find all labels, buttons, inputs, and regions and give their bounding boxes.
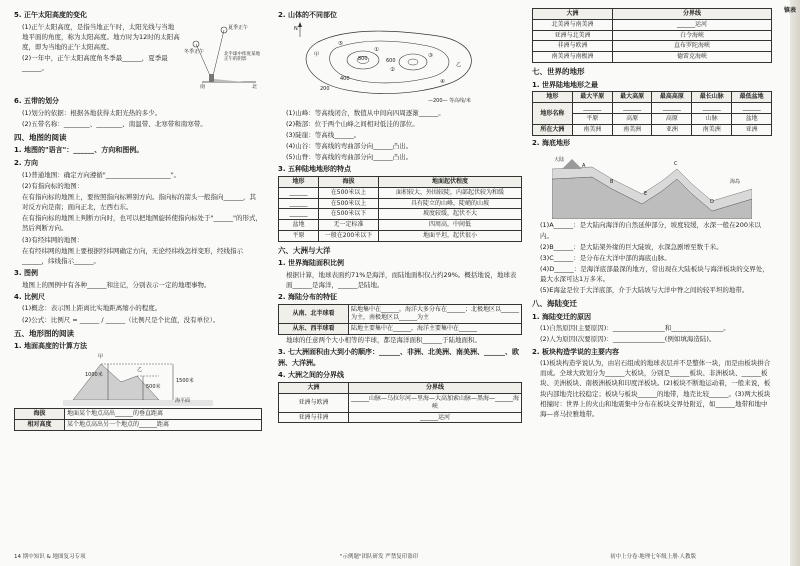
cell: 高原 (612, 114, 652, 125)
footer-right: 初中上分卷·地理七年级上册·人教版 (610, 554, 696, 561)
distribution-table (278, 304, 522, 334)
cell: 山脉 (692, 114, 732, 125)
s8-1-p1: (1)自然原因(主要原因)：________________和________________。 (540, 324, 730, 333)
table-header-row (533, 9, 772, 20)
table-row (533, 41, 772, 52)
table-row (279, 323, 522, 334)
contour-200: 200 (320, 85, 330, 92)
north-arrow-label: N (294, 25, 298, 32)
seafloor-b: B (610, 179, 614, 186)
th-landform: 地形 (279, 177, 319, 188)
alt-500: 500米 (146, 384, 161, 391)
landform-alt: 无一定标准 (319, 220, 379, 231)
cell: ______ (732, 103, 772, 114)
point-yi: 乙 (456, 61, 462, 68)
boundary-pair: 亚洲与北美洲 (533, 30, 613, 41)
sea-item-3: (3)C______：是分布在大洋中部的海底山脉。 (540, 253, 671, 262)
dist-val: 陆地主要集中在______，海洋主要集中在______ (349, 323, 522, 334)
cell: 南美洲 (612, 124, 652, 135)
winter-noon-label: 冬季正午 (184, 48, 205, 55)
table-row (279, 220, 522, 231)
cell: 亚洲 (732, 124, 772, 135)
column-right (532, 8, 772, 420)
s2-title: 2. 山体的不同部位 (278, 11, 337, 19)
boundary-line: ______运河 (613, 19, 772, 30)
s6-3-title: 3. 七大洲面积由大到小的顺序：______、非洲、北美洲、南美洲、______、欧洲、大洋洲。 (278, 347, 519, 367)
cell: 高原 (652, 114, 692, 125)
boundary-pair: 南美洲与南极洲 (533, 52, 613, 63)
alt-row-desc: 地面某个地点高出______的垂直距离 (65, 409, 262, 420)
s4-2-p5: (3)有经纬网的地图： (22, 235, 84, 244)
landform-name: ______ (279, 198, 319, 209)
s7-title: 七、世界的地形 (532, 66, 585, 76)
rel-row-name: 相对高度 (15, 419, 65, 430)
s4-4-p1: (1)概念：表示图上距离比实地距离缩小的程度。 (22, 304, 162, 313)
cell: 盆地 (732, 114, 772, 125)
sea-item-2: (2)B______：是大陆架外缘的巨大陡坡，水深急剧增至数千米。 (540, 242, 723, 251)
table-row (15, 409, 262, 420)
marker-5: ⑤ (338, 40, 343, 47)
table-header-row (279, 177, 522, 188)
s4-2-p6: 在有经纬网的地图上要根据经纬网确定方向，无论经纬线怎样变形，经线指示______，纬线指示______。 (22, 246, 243, 265)
table-row (533, 19, 772, 30)
column-left (14, 8, 262, 431)
boundary-table (278, 382, 522, 423)
landform-alt: 一般在200米以下 (319, 230, 379, 241)
sea-level-label: 海平面 (175, 398, 191, 405)
table-row (533, 52, 772, 63)
s8-2-title: 2. 板块构造学说的主要内容 (532, 347, 619, 356)
landform-name: ______ (279, 187, 319, 198)
s8-title: 八、海陆变迁 (532, 298, 577, 308)
cell: 平原 (572, 114, 612, 125)
point-jia: 甲 (98, 354, 104, 361)
landform-name: ______ (279, 209, 319, 220)
s6-1-p: 根据计算，地球表面约71%是海洋，而陆地面积仅占约29%。概括地说，地球表面______是海洋，______是陆地。 (286, 271, 517, 290)
rel-row-desc: 某个地点高出另一个地点的______距离 (65, 419, 262, 430)
boundary-line: 德雷克海峡 (613, 52, 772, 63)
continent-label: 大陆 (554, 157, 565, 164)
contour-600: 600 (386, 57, 396, 64)
altitude-table (14, 408, 262, 431)
marker-4: ④ (440, 78, 445, 85)
landform-name: 盆地 (279, 220, 319, 231)
boundary-line: ______运河 (349, 412, 522, 423)
s5-p1: (1)正午太阳高度，是指当地正午时，太阳光线与当地地平面的角度，称为太阳高度。地方时为12时的太阳高度，即为当地的正午太阳高度。 (22, 22, 180, 51)
table-row (533, 103, 772, 114)
footer-left: 14 期中知识 & 地图复习专项 (14, 554, 86, 561)
s8-1-title: 1. 海陆变迁的原因 (532, 312, 591, 321)
s4-2-title: 2. 方向 (14, 159, 38, 168)
th-col: 最大高原 (612, 92, 652, 103)
s6-p2: (2)五带名称：________、________、南温带、北寒带和南寒带。 (22, 119, 207, 128)
s7-2-title: 2. 海底地形 (532, 138, 570, 147)
table-row (279, 412, 522, 423)
th-col: 最高高原 (652, 92, 692, 103)
seafloor-diagram (552, 149, 752, 219)
row-head: 所在大洲 (533, 124, 573, 135)
marker-1: ① (374, 46, 379, 53)
cell: 南美洲 (692, 124, 732, 135)
th-col: 地形 (533, 92, 573, 103)
landform-alt: 在500米以上 (319, 198, 379, 209)
s7-1-title: 1. 世界陆地地形之最 (532, 80, 598, 89)
landform-desc: 坡度较缓，起伏不大 (379, 209, 522, 220)
altitude-figure (63, 354, 213, 406)
landform-name: 平原 (279, 230, 319, 241)
th-continent: 大洲 (279, 383, 349, 394)
row-head: 地形名称 (533, 103, 573, 125)
cell: 南美洲 (572, 124, 612, 135)
alt-row-name: 海拔 (15, 409, 65, 420)
landform-table (278, 176, 522, 242)
landform-desc: 地面平坦，起伏很小 (379, 230, 522, 241)
sea-item-5: (5)E海盆是位于大洋底部，介于大陆坡与大洋中脊之间的较平坦的地带。 (540, 285, 749, 294)
s4-title: 四、地图的阅读 (14, 132, 67, 142)
th-col: 最大平原 (572, 92, 612, 103)
mountain-item-4: (4)山谷：等高线的弯曲部分向______凸出。 (286, 142, 413, 151)
s4-3-p1: 地图上的图例中有各种______和注记，分别表示一定的地理事物。 (22, 280, 211, 289)
point-jia: 甲 (314, 51, 320, 58)
north-label: 北 (252, 83, 258, 90)
marker-2: ② (390, 66, 395, 73)
boundary-pair: 亚洲与欧洲 (279, 394, 349, 413)
cell: 亚洲 (652, 124, 692, 135)
s5-p2: (2)一年中，正午太阳高度角冬季最______，夏季最______。 (22, 54, 168, 73)
table-row (533, 124, 772, 135)
boundary-line: 白令海峡 (613, 30, 772, 41)
s4-1-title: 1. 地图的"语言"：______、方向和图例。 (14, 146, 144, 155)
shadow-label: 北半球中纬度某地正午的阴影 (224, 51, 260, 63)
s4-2-p2: (2)有指向标的地图： (22, 182, 84, 191)
landform-alt: 在500米以下 (319, 209, 379, 220)
sea-item-4: (4)D______：是海洋底部最深的地方，常出现在大陆板块与海洋板块的交界处，最大水深可达1万多米。 (540, 264, 769, 283)
landform-desc: 四周高，中间低 (379, 220, 522, 231)
dist-key: 从南、北半球看 (279, 305, 349, 324)
page-edge (790, 0, 800, 566)
seafloor-d: D (710, 199, 714, 206)
cell: ______ (692, 103, 732, 114)
seafloor-a: A (582, 163, 586, 170)
s4-2-p4: 在有指向标的地图上判断方向时，也可以把地图旋转使指向标处于"______"的形式，然后判断方向。 (22, 214, 262, 233)
s3-title: 3. 五种陆地地形的特点 (278, 165, 351, 174)
s6-1-title: 1. 世界海陆面积比例 (278, 259, 344, 268)
marker-3: ③ (428, 52, 433, 59)
mountain-item-5: (5)山脊：等高线的弯曲部分向______凸出。 (286, 153, 413, 162)
table-row (279, 305, 522, 324)
boundary-table-cont (532, 8, 772, 63)
boundary-pair: 亚洲与非洲 (279, 412, 349, 423)
sea-item-1: (1)A______：是大陆向海洋的自然延伸部分，坡度较缓，水深一般在200米以内。 (540, 221, 762, 240)
alt-1500: 1500米 (176, 378, 194, 385)
table-row (15, 419, 262, 430)
s5-title: 5. 正午太阳高度的变化 (14, 11, 87, 19)
landform-desc: 面积较大，外围较陡，内部起伏较为和缓 (379, 187, 522, 198)
th-col: 最长山脉 (692, 92, 732, 103)
alt-1000: 1000米 (85, 372, 103, 379)
th-boundary: 分界线 (349, 383, 522, 394)
footer-middle: "示例题"团队研发 严禁复印盗印 (340, 554, 419, 561)
dist-key: 从东、西半球看 (279, 323, 349, 334)
contour-figure (278, 22, 508, 108)
column-middle (278, 8, 522, 423)
point-yi: 乙 (137, 367, 143, 374)
s4-4-p2: (2)公式：比例尺 = ______ / ______（比例尺是个比值，没有单位）。 (22, 315, 220, 324)
cell: ______ (612, 103, 652, 114)
s6-2-title: 2. 海陆分布的特征 (278, 293, 337, 302)
contour-400: 400 (340, 75, 350, 82)
table-header-row (279, 383, 522, 394)
th-boundary: 分界线 (613, 9, 772, 20)
s4-4-title: 4. 比例尺 (14, 292, 45, 301)
th-altitude: 海拔 (319, 177, 379, 188)
dist-val: 陆地集中在______，海洋大多分布在______；北极地区以______为主，南极地区以______为主 (349, 305, 522, 324)
s6-title: 6. 五带的划分 (14, 96, 59, 105)
boundary-line: ______山脉—乌拉尔河—里海—大高加索山脉—黑海—______海峡 (349, 394, 522, 413)
s5b-title: 五、地形图的阅读 (14, 328, 74, 338)
s6-2-p: 地球的任意两个大小相等的半球，都是海洋面积______于陆地面积。 (286, 335, 481, 344)
s6-p1: (1)划分的依据：根据各地获得太阳光热的多少。 (22, 108, 162, 117)
landform-records-table (532, 91, 772, 135)
mountain-item-1: (1)山峰：等高线闭合，数值从中间向四周逐渐______。 (286, 108, 445, 117)
boundary-pair: 北美洲与南美洲 (533, 19, 613, 30)
s5b-1-title: 1. 地面高度的计算方法 (14, 342, 87, 351)
table-row (279, 394, 522, 413)
cell: ______ (652, 103, 692, 114)
landform-alt: 在500米以上 (319, 187, 379, 198)
south-label: 南 (200, 83, 206, 90)
contour-800: 800 (358, 55, 368, 62)
table-row (279, 230, 522, 241)
table-row (533, 30, 772, 41)
sun-angle-figure (184, 22, 262, 94)
boundary-line: 直布罗陀海峡 (613, 41, 772, 52)
mountain-item-3: (3)陡崖：等高线______。 (286, 130, 361, 139)
side-tag: 镇表 (783, 7, 796, 14)
cell: ______ (572, 103, 612, 114)
s8-1-p2: (2)人为原因(次要原因)：________________(例如填海造陆)。 (540, 335, 716, 344)
seafloor-figure (552, 149, 752, 219)
mountain-item-2: (2)鞍部：位于两个山峰之间相对低洼的部位。 (286, 119, 419, 128)
table-row (279, 198, 522, 209)
island-label: 海岛 (730, 179, 741, 186)
s6-title: 六、大洲与大洋 (278, 245, 331, 255)
table-row (279, 209, 522, 220)
summer-noon-label: 夏季正午 (228, 24, 249, 31)
th-col: 最低盆地 (732, 92, 772, 103)
seafloor-c: C (674, 161, 678, 168)
landform-desc: 具有陡立的山峰，陡峭的山坡 (379, 198, 522, 209)
boundary-pair: 非洲与欧洲 (533, 41, 613, 52)
seafloor-e: E (644, 191, 648, 198)
s4-2-p3: 在有指向标的地图上，要按照指向标辨别方向。指向标的箭头一般指向______，其对反方向是南；面向正北，左西右东。 (22, 193, 256, 212)
table-row (279, 187, 522, 198)
s4-2-p1: (1)普通地图：确定方向遵循"____________________"。 (22, 171, 181, 180)
th-relief: 地面起伏程度 (379, 177, 522, 188)
contour-legend: —200— 等高线/米 (428, 97, 471, 104)
th-continent: 大洲 (533, 9, 613, 20)
table-header-row (533, 92, 772, 103)
s8-2-p: (1)板块构造学说认为，由岩石组成的地球表层并不是整体一块，而是由板块拼合而成。全球大致划分为______大板块，分别是______板块、非洲板块、______板块、美洲板块、南极洲板块和印度洋板块。(2)板块不断地运动着，一般来说，板块内部地壳比较稳定；板块与板块______的地带，地壳比较______。(3)两大板块相撞时：世界上的火山和地震集中分布在板块交界处附近，如______地带和地中海—喜马拉雅地带。 (540, 359, 771, 418)
s4-3-title: 3. 图例 (14, 268, 38, 277)
s6-4-title: 4. 大洲之间的分界线 (278, 371, 344, 380)
